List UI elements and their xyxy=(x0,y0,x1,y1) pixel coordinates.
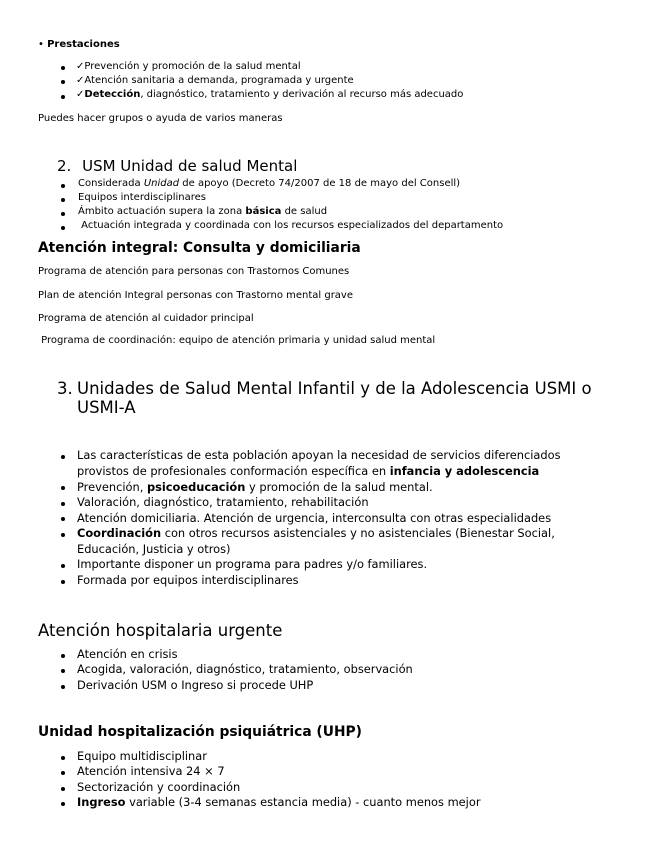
prestaciones-item xyxy=(76,61,301,72)
item-text: y promoción de la salud mental. xyxy=(245,480,433,494)
usmi-item xyxy=(77,480,433,494)
item-bold: infancia y adolescencia xyxy=(389,464,540,478)
usm-item xyxy=(78,206,327,217)
check-icon: ✓ xyxy=(76,89,85,100)
bullet xyxy=(61,212,65,216)
item-italic: Unidad xyxy=(143,178,180,189)
check-icon: ✓ xyxy=(76,61,85,72)
usmi-title-line2: USMI-A xyxy=(77,398,136,417)
hospitalaria-item: Acogida, valoración, diagnóstico, tratamiento, observación xyxy=(77,662,413,676)
item-text: Prevención, xyxy=(77,480,147,494)
item-text: de apoyo (Decreto 74/2007 de 18 de mayo del Consell) xyxy=(179,178,461,189)
prestaciones-heading xyxy=(38,39,120,50)
bullet xyxy=(61,580,65,584)
bullet: • xyxy=(38,39,44,50)
hospitalaria-title: Atención hospitalaria urgente xyxy=(38,621,283,640)
item-text: provistos de profesionales conformación específica en xyxy=(77,464,390,478)
uhp-item: Sectorización y coordinación xyxy=(77,780,241,794)
prestaciones-item xyxy=(76,89,463,100)
program-item: Programa de atención para personas con Trastornos Comunes xyxy=(38,266,350,277)
uhp-item: Atención intensiva 24 × 7 xyxy=(77,764,225,778)
bullet xyxy=(61,184,65,188)
bullet xyxy=(61,654,65,658)
item-text: variable (3-4 semanas estancia media) - cuanto menos mejor xyxy=(125,795,481,809)
atencion-integral-title: Atención integral: Consulta y domiciliaria xyxy=(38,240,361,256)
usmi-item xyxy=(77,526,555,540)
bullet xyxy=(61,80,65,84)
bullet xyxy=(61,502,65,506)
uhp-item: Equipo multidisciplinar xyxy=(77,749,207,763)
uhp-item xyxy=(77,795,481,809)
item-text: con otros recursos asistenciales y no asistenciales (Bienestar Social, xyxy=(161,526,555,540)
usmi-item: Importante disponer un programa para padres y/o familiares. xyxy=(77,557,428,571)
bullet xyxy=(61,226,65,230)
item-text: Ámbito actuación supera la zona xyxy=(78,206,246,217)
uhp-title: Unidad hospitalización psiquiátrica (UHP) xyxy=(38,724,362,740)
bullet xyxy=(61,455,65,459)
usmi-title-line1: Unidades de Salud Mental Infantil y de la Adolescencia USMI o xyxy=(77,379,592,398)
program-item: Programa de coordinación: equipo de atención primaria y unidad salud mental xyxy=(38,335,436,346)
bullet xyxy=(61,564,65,568)
hospitalaria-item: Derivación USM o Ingreso si procede UHP xyxy=(77,678,314,692)
item-bold: Coordinación xyxy=(77,526,162,540)
item-bold: básica xyxy=(245,206,282,217)
bullet xyxy=(61,486,65,490)
usmi-item: Valoración, diagnóstico, tratamiento, rehabilitación xyxy=(77,495,369,509)
bullet xyxy=(61,95,65,99)
item-bold: psicoeducación xyxy=(146,480,246,494)
bullet xyxy=(61,685,65,689)
usmi-item: Las características de esta población apoyan la necesidad de servicios diferenciados xyxy=(77,448,561,462)
bullet xyxy=(61,669,65,673)
usm-heading xyxy=(57,157,297,175)
check-icon: ✓ xyxy=(76,75,85,86)
prestaciones-title: Prestaciones xyxy=(47,39,120,50)
item-text: , diagnóstico, tratamiento y derivación al recurso más adecuado xyxy=(140,89,464,100)
item-bold: Detección xyxy=(84,89,141,100)
usmi-item: Atención domiciliaria. Atención de urgencia, interconsulta con otras especialidades xyxy=(77,511,552,525)
usm-item: Equipos interdisciplinares xyxy=(78,192,206,203)
usmi-number: 3. xyxy=(57,379,73,398)
item-bold: Ingreso xyxy=(77,795,126,809)
usmi-item: Formada por equipos interdisciplinares xyxy=(77,573,299,587)
item-text: Atención sanitaria a demanda, programada y urgente xyxy=(84,75,354,86)
bullet xyxy=(61,802,65,806)
bullet xyxy=(61,533,65,537)
usm-title: USM Unidad de salud Mental xyxy=(82,157,298,175)
bullet xyxy=(61,517,65,521)
usm-item: Actuación integrada y coordinada con los recursos especializados del departamento xyxy=(78,220,504,231)
prestaciones-note: Puedes hacer grupos o ayuda de varios maneras xyxy=(38,113,283,124)
item-text: de salud xyxy=(281,206,328,217)
bullet xyxy=(61,787,65,791)
section-number: 2. xyxy=(57,157,72,175)
usmi-item-continued: Educación, Justicia y otros) xyxy=(77,542,231,556)
hospitalaria-item: Atención en crisis xyxy=(77,647,178,661)
item-text: Considerada xyxy=(78,178,144,189)
bullet xyxy=(61,66,65,70)
item-text: Prevención y promoción de la salud mental xyxy=(84,61,301,72)
bullet xyxy=(61,756,65,760)
usmi-item-continued xyxy=(77,464,539,478)
prestaciones-item xyxy=(76,75,354,86)
bullet xyxy=(61,198,65,202)
program-item: Programa de atención al cuidador principal xyxy=(38,313,254,324)
program-item: Plan de atención Integral personas con Trastorno mental grave xyxy=(38,290,354,301)
usm-item xyxy=(78,178,460,189)
bullet xyxy=(61,771,65,775)
